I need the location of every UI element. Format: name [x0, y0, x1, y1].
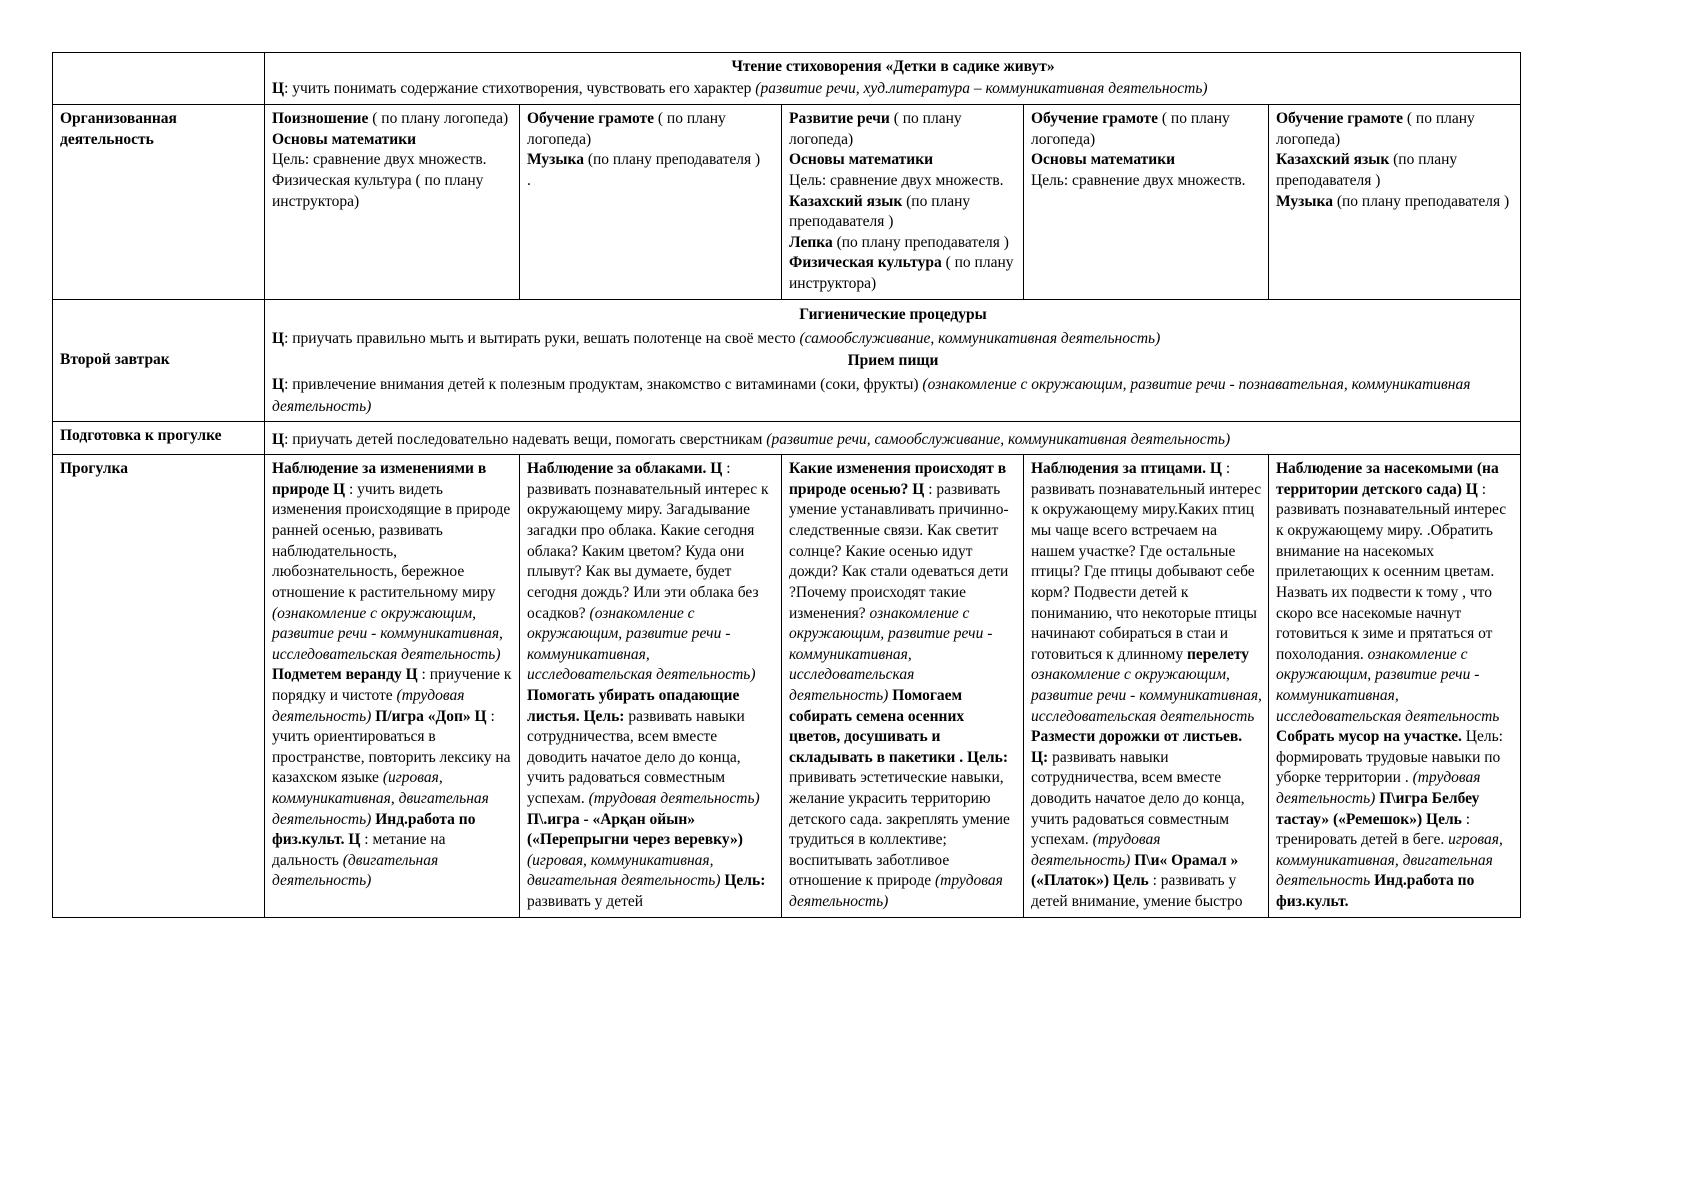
walk-prep-content [265, 421, 1521, 454]
organized-lines-4 [1031, 109, 1262, 191]
walk-text-segment: : учить ориентироваться в пространстве, повторить лексику на казахском языке [272, 707, 511, 787]
activity-line [272, 171, 513, 212]
walk-text-segment: Цель [1426, 810, 1466, 828]
activity-line-rest: Цель: сравнение двух множеств. [1031, 171, 1246, 189]
walk-text-segment: Наблюдение за изменениями в природе [272, 460, 487, 498]
header-theme-title: Чтение стиховорения «Детки в садике живут» [731, 58, 1055, 75]
hygiene-goal [272, 328, 1514, 349]
walk-text-segment: развивать навыки сотрудничества, всем вместе доводить начатое дело до конца, учить радоваться совместным успехам. [527, 707, 745, 808]
activity-line [1031, 150, 1262, 171]
activity-line-rest: ( по плану логопеда) [368, 110, 509, 128]
meal-goal-prefix: Ц [272, 376, 285, 394]
organized-lines-2 [527, 109, 775, 191]
meal-goal-text: : привлечение внимания детей к полезным продуктам, знакомство с витаминами (соки, фрукты) [284, 376, 923, 394]
walk-prep-text: : приучать детей последовательно надевать вещи, помогать сверстникам [284, 430, 767, 448]
row-label-walk-prep: Подготовка к прогулке [53, 421, 265, 454]
header-empty-label-cell [53, 53, 265, 105]
organized-cell-3 [782, 105, 1024, 299]
hygiene-goal-italic: (самообслуживание, коммуникативная деятельность) [799, 330, 1161, 348]
walk-cell-3 [782, 455, 1024, 917]
walk-segments-1 [272, 459, 513, 892]
walk-text-segment: ознакомление с окружающим, развитие речи - коммуникативная, исследовательская деятельность [1031, 666, 1262, 725]
walk-text-segment: (трудовая деятельность) [272, 686, 465, 725]
walk-text-segment: (трудовая деятельность) [588, 790, 760, 808]
activity-line-bold: Лепка [789, 233, 833, 251]
walk-prep-prefix: Ц [272, 430, 285, 448]
activity-line [789, 171, 1017, 192]
walk-text-segment: Подметем веранду [272, 666, 406, 684]
walk-text-segment: Ц [912, 480, 929, 498]
walk-text-segment: Помогать убирать опадающие листья. [527, 686, 740, 725]
walk-text-segment: игровая, коммуникативная, двигательная деятельность [1276, 831, 1503, 890]
walk-prep-goal [272, 429, 1514, 450]
row-label-second-breakfast: Второй завтрак [53, 299, 265, 421]
table-row-walk [53, 455, 1521, 917]
activity-line-rest: (по плану преподавателя ) [583, 151, 761, 169]
walk-text-segment: : тренировать детей в беге. [1276, 810, 1471, 849]
hygiene-goal-prefix: Ц [272, 330, 285, 348]
walk-text-segment: Цель: [583, 707, 629, 725]
activity-line [1276, 150, 1514, 191]
organized-cell-5 [1269, 105, 1521, 299]
walk-cell-4 [1024, 455, 1269, 917]
walk-text-segment: Цель: формировать трудовые навыки по уборке территории . [1276, 728, 1503, 787]
walk-text-segment: перелету [1186, 645, 1250, 663]
activity-line [527, 171, 775, 192]
walk-text-segment: Собрать мусор на участке. [1276, 728, 1466, 746]
walk-text-segment: Цель [1112, 872, 1153, 890]
walk-text-segment: П\игра Белбеу тастау» («Ремешок») [1276, 790, 1480, 828]
walk-text-segment: П/игра «Доп» [375, 707, 475, 725]
table-row-header [53, 53, 1521, 105]
activity-line [272, 150, 513, 171]
walk-text-segment: (ознакомление с окружающим, развитие речи - коммуникативная, исследовательская деятельность) [272, 604, 503, 663]
meal-title: Прием пищи [847, 351, 939, 369]
walk-text-segment: (трудовая деятельность) [1031, 831, 1161, 869]
goal-italic: (развитие речи, худ.литература – коммуникативная деятельность) [755, 80, 1208, 98]
hygiene-goal-text: : приучать правильно мыть и вытирать руки, вешать полотенце на своё место [284, 330, 800, 348]
walk-text-segment: : развивать познавательный интерес к окружающему миру.Каких птиц мы чаще всего встречаем на нашем участке? Где остальные птицы? Где птицы добывают себе корм? Подвести детей к пониманию, что некоторые птицы начинают собираться в стаи и готовиться к длинному [1031, 460, 1262, 663]
activity-line [1276, 192, 1514, 213]
walk-text-segment: ознакомление с окружающим, развитие речи - коммуникативная, исследовательская деятельность [1276, 645, 1500, 725]
table-row-walk-preparation [53, 421, 1521, 454]
walk-text-segment: : учить видеть изменения происходящие в природе ранней осенью, развивать наблюдательность, любознательность, бережное отношение к растительному миру [272, 480, 511, 601]
activity-line-rest: . [527, 171, 531, 189]
activity-line [272, 109, 513, 130]
second-breakfast-content [265, 299, 1521, 421]
walk-text-segment: развивать навыки сотрудничества, всем вместе доводить начатое дело до конца, учить радоваться совместным успехам. [1031, 748, 1245, 849]
activity-line-rest: (по плану преподавателя ) [832, 233, 1009, 251]
walk-segments-5 [1276, 459, 1514, 912]
activity-line-bold: Казахский язык [789, 192, 903, 210]
activity-line-rest: ( по плану логопеда) [527, 110, 726, 148]
walk-text-segment: (двигательная деятельность) [272, 851, 439, 890]
walk-cell-2 [520, 455, 782, 917]
meal-goal-italic: (ознакомление с окружающим, развитие речи - познавательная, коммуникативная деятельность) [272, 376, 1471, 415]
activity-line [272, 130, 513, 151]
walk-text-segment: : приучение к порядку и чистоте [272, 666, 512, 704]
row-label-walk: Прогулка [53, 455, 265, 917]
walk-text-segment: Ц [474, 707, 491, 725]
activity-line [1031, 109, 1262, 150]
walk-text-segment: Ц [405, 666, 422, 684]
activity-line-bold: Основы математики [789, 151, 934, 169]
activity-line-bold: Обучение грамоте [1276, 110, 1404, 128]
activity-line [789, 150, 1017, 171]
organized-cell-1 [265, 105, 520, 299]
activity-line-bold: Обучение грамоте [527, 110, 655, 128]
walk-cell-5 [1269, 455, 1521, 917]
activity-line-bold: Основы математики [1031, 151, 1176, 169]
goal-text: : учить понимать содержание стихотворения, чувствовать его характер [284, 80, 756, 98]
meal-goal [272, 374, 1514, 417]
activity-line-bold: Казахский язык [1276, 151, 1390, 169]
activity-line [789, 109, 1017, 150]
activity-line [789, 192, 1017, 233]
walk-text-segment: Цель: [724, 872, 766, 890]
header-theme-cell [265, 53, 1521, 105]
walk-text-segment: прививать эстетические навыки, желание украсить территорию детского сада. закреплять умение трудиться в коллективе; воспитывать заботливое отношение к природе [789, 769, 1010, 890]
activity-line-bold: Основы математики [272, 130, 417, 148]
walk-text-segment: : развивать познавательный интерес к окружающему миру. Загадывание загадки про облака. Какие сегодня облака? Каким цветом? Куда они плывут? Как вы думаете, будет сегодня дождь? Или эти облака без осадков? [527, 460, 769, 622]
walk-text-segment: (трудовая деятельность) [1276, 769, 1481, 808]
hygiene-title: Гигиенические процедуры [799, 305, 987, 323]
organized-lines-1 [272, 109, 513, 212]
activity-line-rest: ( по плану логопеда) [789, 110, 962, 148]
activity-line-rest: (по плану преподавателя ) [1332, 192, 1510, 210]
walk-prep-italic: (развитие речи, самообслуживание, коммуникативная деятельность) [766, 430, 1231, 448]
activity-line [527, 150, 775, 171]
walk-text-segment: Наблюдение за облаками. Ц [527, 460, 727, 478]
activity-line-rest: ( по плану логопеда) [1031, 110, 1230, 148]
activity-line-rest: (по плану преподавателя ) [789, 192, 971, 231]
activity-line-bold: Музыка [1276, 192, 1333, 210]
organized-lines-3 [789, 109, 1017, 294]
activity-line [527, 109, 775, 150]
activity-line [1276, 109, 1514, 150]
walk-text-segment: (игровая, коммуникативная, двигательная деятельность) [272, 769, 489, 828]
walk-text-segment: Размести дорожки от листьев. [1031, 728, 1243, 746]
table-row-second-breakfast [53, 299, 1521, 421]
activity-line-rest: (по плану преподавателя ) [1276, 151, 1458, 189]
activity-line [1031, 171, 1262, 192]
activity-line [789, 233, 1017, 254]
activity-line [789, 253, 1017, 294]
walk-text-segment: Ц [333, 480, 349, 498]
organized-cell-4 [1024, 105, 1269, 299]
walk-text-segment: Наблюдения за птицами. [1031, 460, 1210, 478]
walk-text-segment: : развивать у детей внимание, умение быстро [1031, 872, 1243, 911]
organized-lines-5 [1276, 109, 1514, 212]
walk-text-segment: Наблюдение за насекомыми (на территории детского сада) [1276, 460, 1499, 498]
walk-segments-3 [789, 459, 1017, 912]
daily-plan-table [52, 52, 1521, 918]
walk-text-segment: (игровая, коммуникативная, двигательная деятельность) [527, 851, 725, 890]
walk-text-segment: Инд.работа по физ.культ. [1276, 872, 1475, 911]
activity-line-bold: Обучение грамоте [1031, 110, 1159, 128]
walk-text-segment: П\.игра - «Арқан ойын» («Перепрыгни через веревку») [527, 810, 743, 849]
row-label-organized: Организованная деятельность [53, 105, 265, 299]
activity-line-rest: Физическая культура ( по плану инструктора) [272, 171, 484, 210]
walk-text-segment: Помогаем собирать семена осенних цветов, досушивать и складывать в пакетики [789, 686, 965, 766]
walk-text-segment: развивать у детей [527, 893, 644, 911]
walk-text-segment: Ц [1465, 480, 1482, 498]
walk-text-segment: (ознакомление с окружающим, развитие речи - коммуникативная, исследовательская деятельность) [527, 604, 756, 684]
activity-line-bold: Музыка [527, 151, 584, 169]
walk-text-segment: : развивать умение устанавливать причинно-следственные связи. Как светит солнце? Какие осенью идут дожди? Как стали одеваться дети ?Почему происходят такие изменения? [789, 480, 1009, 622]
walk-cell-1 [265, 455, 520, 917]
walk-text-segment: : метание на дальность [272, 831, 446, 869]
table-row-organized-activity [53, 105, 1521, 299]
header-theme-goal [272, 79, 1514, 100]
activity-line-bold: Физическая культура [789, 254, 942, 272]
walk-text-segment: Инд.работа по физ.культ. [272, 810, 476, 849]
walk-text-segment: : развивать познавательный интерес к окружающему миру. .Обратить внимание на насекомых прилетающих к осенним цветам. Назвать их подвести к тому , что скоро все насекомые начнут готовиться к зиме и прятаться от похолодания. [1276, 480, 1507, 663]
walk-text-segment: П\и« Орамал » («Платок») [1031, 851, 1239, 890]
activity-line-bold: Поизношение [272, 110, 369, 128]
organized-cell-2 [520, 105, 782, 299]
walk-text-segment: Ц: [1031, 748, 1053, 766]
walk-text-segment: Какие изменения происходят в природе осенью? [789, 460, 1007, 498]
activity-line-rest: ( по плану инструктора) [789, 254, 1014, 292]
walk-text-segment: Ц [348, 831, 365, 849]
walk-text-segment: Ц [1209, 460, 1226, 478]
walk-text-segment: . Цель: [959, 748, 1008, 766]
walk-segments-4 [1031, 459, 1262, 912]
walk-text-segment: (трудовая деятельность) [789, 872, 1003, 911]
walk-segments-2 [527, 459, 775, 912]
activity-line-rest: Цель: сравнение двух множеств. [789, 171, 1004, 189]
activity-line-rest: Цель: сравнение двух множеств. [272, 151, 487, 169]
activity-line-bold: Развитие речи [789, 110, 890, 128]
walk-text-segment: ознакомление с окружающим, развитие речи - коммуникативная, исследовательская деятельность) [789, 604, 993, 704]
goal-prefix: Ц [272, 80, 285, 98]
activity-line-rest: ( по плану логопеда) [1276, 110, 1475, 148]
